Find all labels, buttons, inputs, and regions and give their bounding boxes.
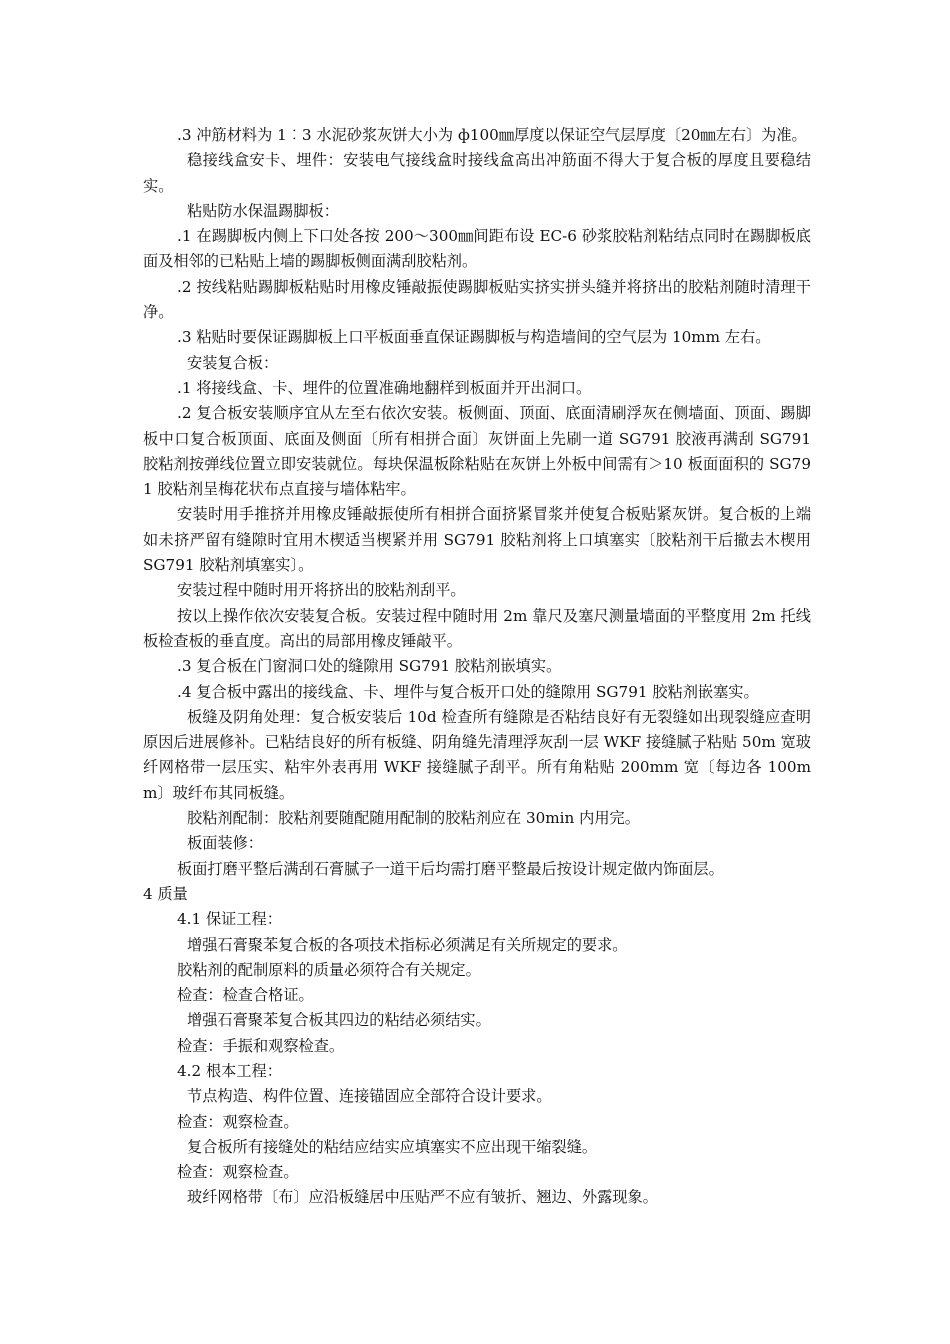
paragraph: 节点构造、构件位置、连接锚固应全部符合设计要求。 [187, 1087, 552, 1106]
paragraph: .3 复合板在门窗洞口处的缝隙用 SG791 胶粘剂嵌填实。 [177, 657, 562, 676]
paragraph: 按以上操作依次安装复合板。安装过程中随时用 2m 靠尺及塞尺测量墙面的平整度用 2m 托线板检查板的垂直度。高出的局部用橡皮锤敲平。 [143, 606, 811, 650]
section-heading: 安装复合板： [187, 353, 279, 372]
paragraph: 安装时用手推挤并用橡皮锤敲振使所有相拼合面挤紧冒浆并使复合板贴紧灰饼。复合板的上端如未挤严留有缝隙时宜用木楔适当楔紧并用 SG791 胶粘剂将上口填塞实〔胶粘剂干后撤去木楔用 SG791 胶粘剂填塞实〕。 [143, 505, 811, 575]
section-heading: 粘贴防水保温踢脚板： [187, 201, 339, 220]
paragraph: 检查：观察检查。 [177, 1163, 299, 1182]
paragraph: 增强石膏聚苯复合板其四边的粘结必须结实。 [187, 1011, 491, 1030]
paragraph: .2 按线粘贴踢脚板粘贴时用橡皮锤敲振使踢脚板贴实挤实拼头缝并将挤出的胶粘剂随时清理干净。 [143, 277, 811, 322]
paragraph: .3 粘贴时要保证踢脚板上口平板面垂直保证踢脚板与构造墙间的空气层为 10mm 左右。 [177, 328, 771, 347]
paragraph: 检查：手振和观察检查。 [177, 1036, 345, 1055]
paragraph: 胶粘剂的配制原料的质量必须符合有关规定。 [177, 960, 481, 979]
paragraph: 稳接线盒安卡、埋件：安装电气接线盒时接线盒高出冲筋面不得大于复合板的厚度且要稳结实。 [143, 151, 811, 195]
paragraph: 检查：观察检查。 [177, 1112, 299, 1131]
document-body [143, 123, 811, 1211]
paragraph: 检查：检查合格证。 [177, 986, 314, 1005]
paragraph: 复合板所有接缝处的粘结应结实应填塞实不应出现干缩裂缝。 [187, 1137, 598, 1156]
paragraph: 板面打磨平整后满刮石膏腻子一道干后均需打磨平整最后按设计规定做内饰面层。 [177, 859, 724, 878]
paragraph: .4 复合板中露出的接线盒、卡、埋件与复合板开口处的缝隙用 SG791 胶粘剂嵌塞实。 [177, 682, 759, 701]
paragraph: 玻纤网格带〔布〕应沿板缝居中压贴严不应有皱折、翘边、外露现象。 [187, 1188, 658, 1207]
paragraph: 增强石膏聚苯复合板的各项技术指标必须满足有关所规定的要求。 [187, 935, 628, 954]
section-heading: 板面装修： [187, 834, 263, 853]
paragraph: 胶粘剂配制：胶粘剂要随配随用配制的胶粘剂应在 30min 内用完。 [187, 809, 640, 828]
paragraph: .3 冲筋材料为 1︰3 水泥砂浆灰饼大小为 ф100㎜厚度以保证空气层厚度〔20㎜左右〕为准。 [177, 126, 807, 144]
section-heading: 4.2 根本工程： [177, 1061, 282, 1080]
paragraph: .1 将接线盒、卡、埋件的位置准确地翻样到板面并开出洞口。 [177, 378, 592, 397]
paragraph: .2 复合板安装顺序宜从左至右依次安装。板侧面、顶面、底面清刷浮灰在侧墙面、顶面、踢脚板中口复合板顶面、底面及侧面〔所有相拼合面〕灰饼面上先刷一道 SG791 胶液再满刮 SG791 胶粘剂按弹线位置立即安装就位。每块保温板除粘贴在灰饼上外板中间需有＞10 板面面积的 SG791 胶粘剂呈梅花状布点直接与墙体粘牢。 [143, 404, 811, 499]
paragraph: 板缝及阴角处理：复合板安装后 10d 检查所有缝隙是否粘结良好有无裂缝如出现裂缝应查明原因后进展修补。已粘结良好的所有板缝、阴角缝先清理浮灰刮一层 WKF 接缝腻子粘贴 50m 宽玻纤网格带一层压实、粘牢外表再用 WKF 接缝腻子刮平。所有角粘贴 200mm 宽〔每边各 100mm〕玻纤布其同板缝。 [143, 707, 811, 802]
section-heading: 4.1 保证工程： [177, 910, 282, 929]
chapter-heading: 4 质量 [143, 884, 188, 903]
paragraph: .1 在踢脚板内侧上下口处各按 200～300㎜间距布设 EC-6 砂浆胶粘剂粘结点同时在踢脚板底面及相邻的已粘贴上墙的踢脚板侧面满刮胶粘剂。 [143, 227, 811, 271]
paragraph: 安装过程中随时用开将挤出的胶粘剂刮平。 [177, 581, 466, 600]
